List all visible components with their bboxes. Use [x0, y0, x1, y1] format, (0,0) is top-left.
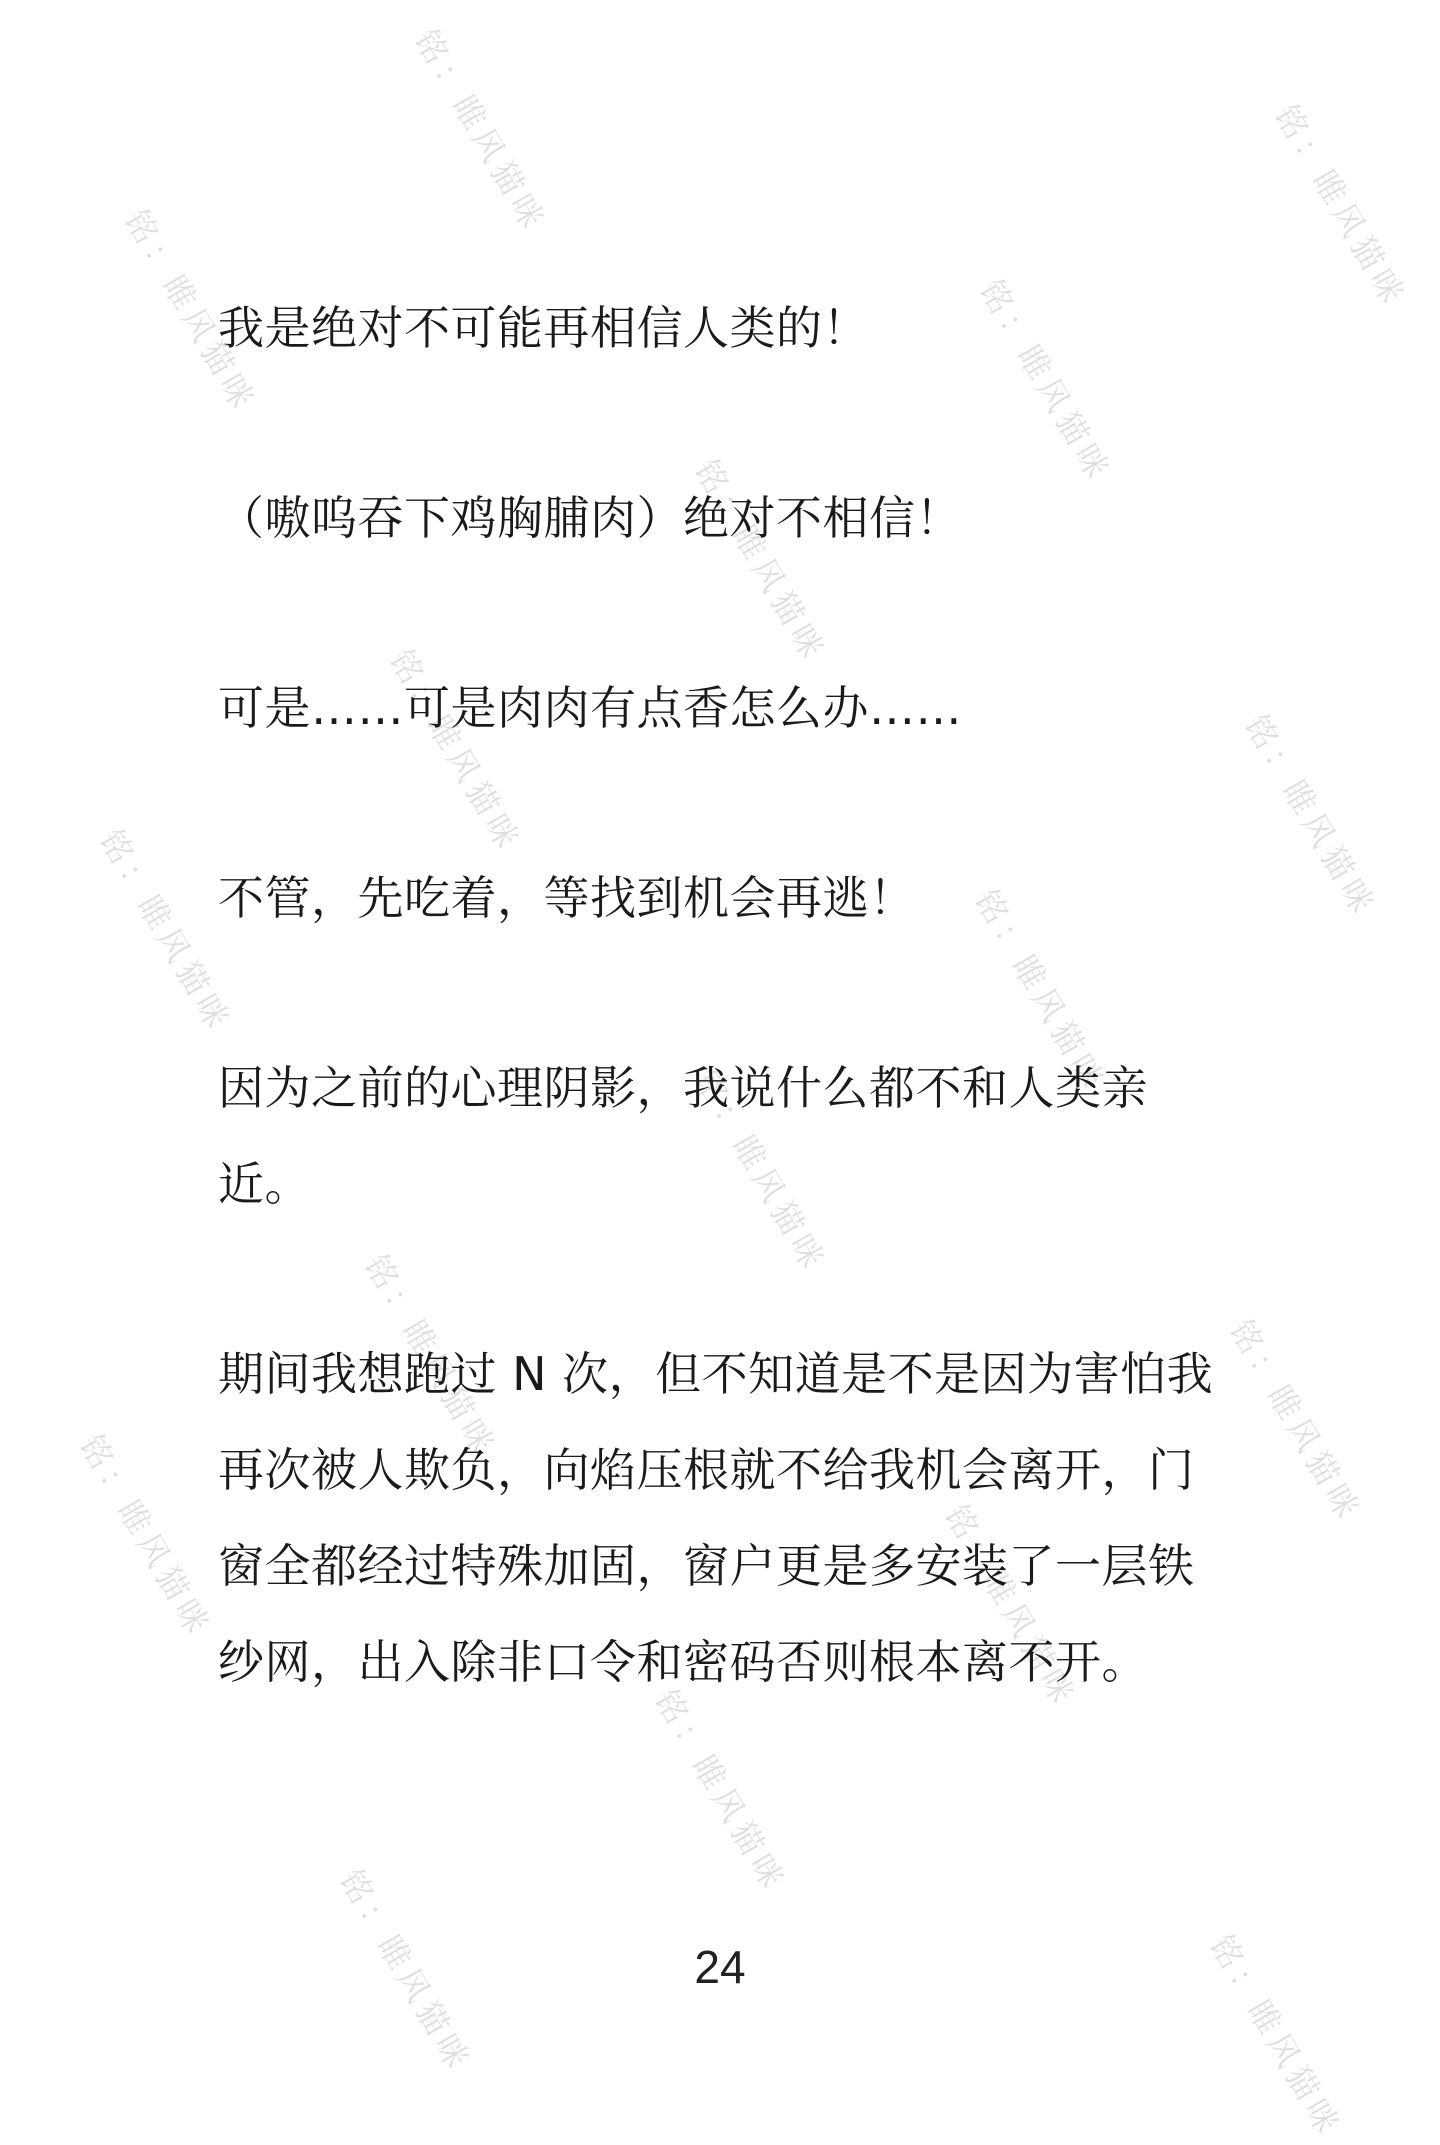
watermark: 铭：睢风猫咪 [646, 1683, 794, 1900]
watermark: 铭：睢风猫咪 [116, 203, 264, 420]
watermark: 铭：睢风猫咪 [936, 1498, 1084, 1715]
watermark: 铭：睢风猫咪 [381, 643, 529, 860]
watermark: 铭：睢风猫咪 [1221, 1313, 1369, 1530]
watermark: 铭：睢风猫咪 [971, 273, 1119, 490]
paragraph: 不管，先吃着，等找到机会再逃！ [218, 871, 916, 925]
paragraph: 因为之前的心理阴影，我说什么都不和人类亲近。 [218, 1061, 1148, 1211]
page-number: 24 [694, 1941, 746, 1993]
paragraph: （嗷呜吞下鸡胸脯肉）绝对不相信！ [218, 491, 962, 545]
paragraph: 我是绝对不可能再相信人类的！ [218, 301, 869, 355]
watermark: 铭：睢风猫咪 [356, 1248, 504, 1465]
paragraph: 可是……可是肉肉有点香怎么办…… [218, 681, 962, 735]
watermark: 铭：睢风猫咪 [966, 883, 1114, 1100]
watermark: 铭：睢风猫咪 [331, 1863, 479, 2080]
body-text [218, 280, 1228, 1710]
watermark: 铭：睢风猫咪 [1266, 98, 1414, 315]
paragraph: 期间我想跑过 N 次，但不知道是不是因为害怕我再次被人欺负，向焰压根就不给我机会离开，门窗全都经过特殊加固，窗户更是多安装了一层铁纱网，出入除非口令和密码否则根本离不开。 [218, 1347, 1214, 1689]
watermark: 铭：睢风猫咪 [71, 1428, 219, 1645]
watermark: 铭：睢风猫咪 [686, 1063, 834, 1280]
watermark: 铭：睢风猫咪 [1201, 1928, 1349, 2145]
watermark: 铭：睢风猫咪 [406, 23, 554, 240]
watermark: 铭：睢风猫咪 [1236, 708, 1384, 925]
watermark: 铭：睢风猫咪 [686, 453, 834, 670]
watermark: 铭：睢风猫咪 [91, 823, 239, 1040]
